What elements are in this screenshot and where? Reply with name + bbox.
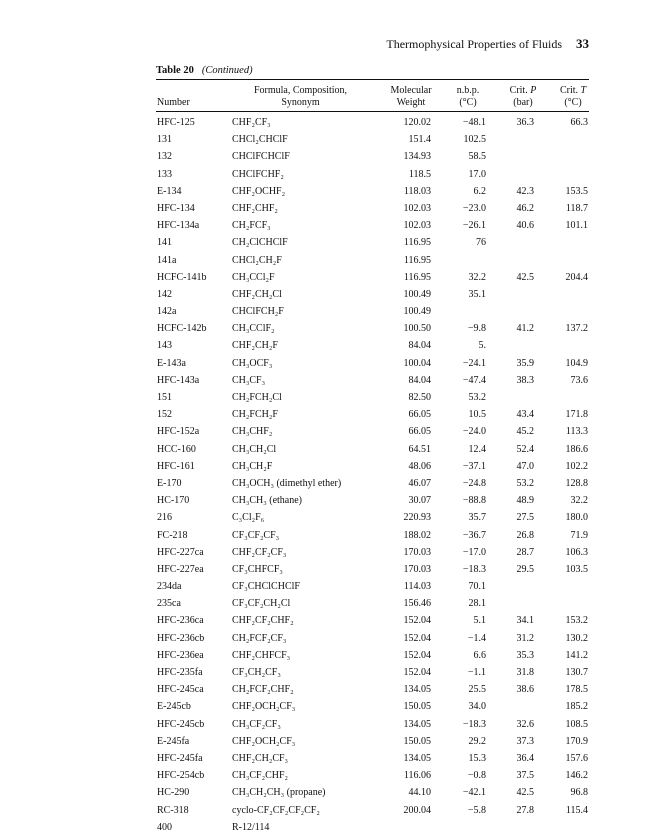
cell-crit-temperature: 102.2: [565, 460, 588, 472]
cell-molecular-weight: 134.05: [403, 718, 431, 730]
cell-formula: CH₃OCF₃: [232, 357, 273, 369]
fluid-properties-table: [0, 117, 647, 839]
cell-formula: CHF₂OCH₂CF₃: [232, 735, 296, 747]
table-row: [0, 461, 647, 478]
table-row: [0, 770, 647, 787]
header-mw-line2: Weight: [396, 97, 426, 108]
cell-formula: CF₃CF₂CH₂Cl: [232, 598, 291, 610]
cell-number: 133: [157, 168, 172, 180]
table-caption: [156, 65, 253, 76]
table-row: [0, 530, 647, 547]
cell-molecular-weight: 114.03: [403, 581, 431, 593]
cell-crit-temperature: 153.5: [565, 185, 588, 197]
table-row: [0, 822, 647, 839]
cell-molecular-weight: 156.46: [403, 598, 431, 610]
header-mw-line1: Molecular: [390, 85, 432, 96]
page-number: 33: [576, 36, 589, 51]
cell-number: 142: [157, 288, 172, 300]
cell-number: HFC-125: [157, 117, 195, 128]
cell-crit-pressure: 38.3: [516, 374, 534, 386]
cell-nbp: −26.1: [462, 220, 486, 232]
header-number: Number: [157, 97, 190, 108]
cell-nbp: 76: [476, 237, 486, 249]
cell-nbp: 58.5: [468, 151, 486, 163]
cell-formula: CHF₂OCH₂CF₃: [232, 701, 296, 713]
cell-nbp: −18.3: [462, 563, 486, 575]
cell-nbp: −42.1: [462, 787, 486, 799]
table-row: [0, 444, 647, 461]
cell-molecular-weight: 188.02: [403, 529, 431, 541]
cell-number: 131: [157, 134, 172, 146]
cell-molecular-weight: 134.05: [403, 684, 431, 696]
cell-number: HFC-245fa: [157, 752, 203, 764]
table-row: [0, 805, 647, 822]
header-pc-var: P: [530, 85, 537, 96]
cell-molecular-weight: 100.04: [403, 357, 431, 369]
cell-nbp: −17.0: [462, 546, 486, 558]
cell-formula: CH₂FCF₂CF₃: [232, 632, 287, 644]
table-row: [0, 117, 647, 134]
cell-formula: CH₂FCF₃: [232, 220, 271, 232]
cell-crit-temperature: 171.8: [565, 409, 588, 421]
cell-molecular-weight: 118.5: [408, 168, 431, 180]
cell-nbp: −18.3: [462, 718, 486, 730]
cell-nbp: −37.1: [462, 460, 486, 472]
cell-number: HCFC-142b: [157, 323, 207, 335]
cell-molecular-weight: 116.95: [403, 254, 431, 266]
cell-number: E-134: [157, 185, 182, 197]
header-tc-line2: (°C): [564, 97, 582, 108]
cell-crit-temperature: 130.7: [565, 667, 588, 678]
table-row: [0, 289, 647, 306]
table-row: [0, 375, 647, 392]
cell-nbp: 53.2: [468, 392, 486, 403]
cell-number: 151: [157, 392, 172, 403]
table-row: [0, 169, 647, 186]
cell-nbp: −1.4: [467, 632, 486, 644]
cell-number: 234da: [157, 581, 182, 593]
cell-molecular-weight: 44.10: [408, 787, 431, 799]
cell-nbp: 70.1: [468, 581, 486, 593]
cell-number: 142a: [157, 306, 177, 318]
cell-number: HFC-254cb: [157, 770, 205, 782]
table-row: [0, 134, 647, 151]
cell-nbp: 15.3: [468, 752, 486, 764]
cell-nbp: −24.1: [462, 357, 486, 369]
cell-molecular-weight: 170.03: [403, 546, 431, 558]
cell-crit-pressure: 27.8: [516, 804, 534, 816]
cell-formula: CHClFCH₂F: [232, 306, 284, 318]
cell-molecular-weight: 48.06: [408, 460, 431, 472]
cell-crit-pressure: 36.3: [516, 117, 534, 128]
table-row: [0, 323, 647, 340]
header-pc-prefix: Crit.: [509, 85, 531, 96]
cell-formula: CF₃CF₂CF₃: [232, 529, 280, 541]
cell-number: HFC-143a: [157, 374, 200, 386]
cell-crit-temperature: 137.2: [565, 323, 588, 335]
cell-crit-temperature: 32.2: [570, 495, 588, 507]
cell-molecular-weight: 116.06: [403, 770, 431, 782]
cell-crit-temperature: 71.9: [570, 529, 588, 541]
cell-number: HFC-236ea: [157, 649, 204, 661]
cell-number: HC-290: [157, 787, 190, 799]
header-nbp-line2: (°C): [459, 97, 477, 108]
cell-crit-pressure: 46.2: [516, 202, 534, 214]
cell-molecular-weight: 120.02: [403, 117, 431, 128]
cell-number: 152: [157, 409, 172, 421]
cell-number: HFC-227ca: [157, 546, 204, 558]
cell-molecular-weight: 152.04: [403, 667, 431, 678]
cell-molecular-weight: 102.03: [403, 220, 431, 232]
cell-crit-temperature: 101.1: [565, 220, 588, 232]
cell-crit-pressure: 28.7: [516, 546, 534, 558]
cell-crit-temperature: 178.5: [565, 684, 588, 696]
cell-crit-temperature: 66.3: [570, 117, 588, 128]
cell-nbp: −24.0: [462, 426, 486, 438]
cell-crit-pressure: 29.5: [516, 563, 534, 575]
cell-crit-pressure: 27.5: [516, 512, 534, 524]
cell-nbp: 12.4: [468, 443, 486, 455]
cell-nbp: −0.8: [467, 770, 486, 782]
cell-number: HC-170: [157, 495, 190, 507]
cell-formula: CH₂FCH₂Cl: [232, 392, 282, 403]
cell-molecular-weight: 170.03: [403, 563, 431, 575]
cell-nbp: −48.1: [462, 117, 486, 128]
cell-formula: CH₂ClCHClF: [232, 237, 288, 249]
table-row: [0, 667, 647, 684]
cell-crit-pressure: 31.8: [516, 667, 534, 678]
cell-number: 235ca: [157, 598, 181, 610]
cell-formula: CHCl₂CHClF: [232, 134, 288, 146]
cell-number: HCC-160: [157, 443, 196, 455]
cell-number: 216: [157, 512, 172, 524]
cell-formula: CF₃CH₂CF₃: [232, 667, 281, 678]
cell-crit-temperature: 170.9: [565, 735, 588, 747]
cell-molecular-weight: 82.50: [408, 392, 431, 403]
cell-nbp: −36.7: [462, 529, 486, 541]
table-row: [0, 272, 647, 289]
table-row: [0, 151, 647, 168]
cell-crit-temperature: 185.2: [565, 701, 588, 713]
cell-formula: CHF₂CF₃: [232, 117, 271, 128]
cell-formula: CHF₂OCHF₂: [232, 185, 286, 197]
cell-crit-pressure: 31.2: [516, 632, 534, 644]
table-row: [0, 598, 647, 615]
cell-number: 132: [157, 151, 172, 163]
header-tc-line1: [551, 85, 595, 97]
cell-number: HFC-161: [157, 460, 195, 472]
cell-formula: CHF₂CH₂Cl: [232, 288, 282, 300]
cell-crit-temperature: 96.8: [570, 787, 588, 799]
cell-molecular-weight: 116.95: [403, 271, 431, 283]
cell-crit-temperature: 204.4: [565, 271, 588, 283]
cell-formula: CHClFCHClF: [232, 151, 290, 163]
running-header-title: Thermophysical Properties of Fluids: [386, 37, 562, 51]
cell-crit-pressure: 45.2: [516, 426, 534, 438]
cell-nbp: 5.: [478, 340, 486, 352]
cell-nbp: −9.8: [467, 323, 486, 335]
cell-number: E-170: [157, 477, 182, 489]
cell-nbp: −1.1: [467, 667, 486, 678]
cell-nbp: 28.1: [468, 598, 486, 610]
table-caption-continued: (Continued): [201, 65, 253, 76]
cell-nbp: −88.8: [462, 495, 486, 507]
cell-crit-temperature: 146.2: [565, 770, 588, 782]
cell-number: E-245cb: [157, 701, 191, 713]
cell-molecular-weight: 200.04: [403, 804, 431, 816]
cell-crit-temperature: 115.4: [565, 804, 588, 816]
cell-formula: CHClFCHF₂: [232, 168, 284, 180]
header-pc-line1: [503, 85, 543, 97]
cell-formula: CH₃CCl₂F: [232, 271, 275, 283]
table-row: [0, 633, 647, 650]
cell-formula: CHF₂CHFCF₃: [232, 649, 291, 661]
cell-crit-pressure: 38.6: [516, 684, 534, 696]
table-row: [0, 220, 647, 237]
table-row: [0, 564, 647, 581]
table-top-rule: [156, 79, 589, 80]
cell-number: 400: [157, 821, 172, 833]
cell-formula: R-12/114: [232, 821, 270, 833]
cell-molecular-weight: 150.05: [403, 735, 431, 747]
cell-number: HFC-227ea: [157, 563, 204, 575]
cell-molecular-weight: 30.07: [408, 495, 431, 507]
cell-nbp: −24.8: [462, 477, 486, 489]
cell-formula: CH₃CF₂CF₃: [232, 718, 281, 730]
cell-molecular-weight: 100.49: [403, 288, 431, 300]
cell-formula: CH₃CH₂CH₃ (propane): [232, 787, 326, 799]
cell-molecular-weight: 84.04: [408, 374, 431, 386]
cell-crit-temperature: 153.2: [565, 615, 588, 627]
cell-number: 143: [157, 340, 172, 352]
cell-crit-temperature: 141.2: [565, 649, 588, 661]
running-header: [0, 36, 589, 52]
cell-crit-pressure: 42.5: [516, 271, 534, 283]
cell-number: HFC-152a: [157, 426, 200, 438]
table-row: [0, 237, 647, 254]
table-row: [0, 736, 647, 753]
cell-molecular-weight: 150.05: [403, 701, 431, 713]
header-pc-line2: (bar): [513, 97, 533, 108]
header-tc-var: T: [580, 85, 587, 96]
cell-nbp: 17.0: [468, 168, 486, 180]
cell-crit-temperature: 103.5: [565, 563, 588, 575]
cell-formula: CH₃CH₂F: [232, 460, 273, 472]
cell-crit-temperature: 128.8: [565, 477, 588, 489]
cell-crit-pressure: 52.4: [516, 443, 534, 455]
cell-number: HFC-245ca: [157, 684, 204, 696]
cell-crit-temperature: 157.6: [565, 752, 588, 764]
cell-molecular-weight: 102.03: [403, 202, 431, 214]
table-row: [0, 306, 647, 323]
table-row: [0, 255, 647, 272]
cell-molecular-weight: 64.51: [408, 443, 431, 455]
cell-number: 141: [157, 237, 172, 249]
cell-crit-temperature: 73.6: [570, 374, 588, 386]
cell-nbp: 5.1: [473, 615, 486, 627]
cell-nbp: 6.2: [473, 185, 486, 197]
cell-number: HFC-134: [157, 202, 195, 214]
cell-number: HCFC-141b: [157, 271, 207, 283]
cell-nbp: −5.8: [467, 804, 486, 816]
cell-crit-pressure: 48.9: [516, 495, 534, 507]
cell-molecular-weight: 134.93: [403, 151, 431, 163]
cell-crit-pressure: 40.6: [516, 220, 534, 232]
cell-crit-pressure: 42.3: [516, 185, 534, 197]
cell-nbp: 6.6: [473, 649, 486, 661]
header-formula-line1: Formula, Composition,: [253, 85, 348, 96]
cell-crit-pressure: 47.0: [516, 460, 534, 472]
table-row: [0, 719, 647, 736]
table-row: [0, 426, 647, 443]
cell-formula: CH₃CClF₂: [232, 323, 275, 335]
table-row: [0, 615, 647, 632]
cell-formula: CH₃CH₃ (ethane): [232, 495, 303, 507]
cell-formula: CH₂FCF₂CHF₂: [232, 684, 294, 696]
cell-crit-pressure: 32.6: [516, 718, 534, 730]
table-row: [0, 581, 647, 598]
table-row: [0, 409, 647, 426]
cell-crit-temperature: 130.2: [565, 632, 588, 644]
table-row: [0, 650, 647, 667]
cell-nbp: −47.4: [462, 374, 486, 386]
cell-number: FC-218: [157, 529, 188, 541]
cell-number: HFC-236ca: [157, 615, 204, 627]
table-header-rule: [156, 111, 589, 112]
table-row: [0, 753, 647, 770]
cell-formula: cyclo-CF₂CF₂CF₂CF₂: [232, 804, 320, 816]
cell-molecular-weight: 116.95: [403, 237, 431, 249]
cell-molecular-weight: 152.04: [403, 649, 431, 661]
cell-molecular-weight: 46.07: [408, 477, 431, 489]
cell-molecular-weight: 152.04: [403, 615, 431, 627]
cell-molecular-weight: 100.49: [403, 306, 431, 318]
cell-number: E-143a: [157, 357, 186, 369]
cell-crit-pressure: 26.8: [516, 529, 534, 541]
cell-nbp: −23.0: [462, 202, 486, 214]
cell-crit-pressure: 41.2: [516, 323, 534, 335]
cell-formula: CF₃CHClCHClF: [232, 581, 300, 593]
cell-formula: CH₃CH₂Cl: [232, 443, 277, 455]
cell-formula: CF₃CHFCF₃: [232, 563, 283, 575]
cell-crit-temperature: 108.5: [565, 718, 588, 730]
cell-formula: CH₃OCH₃ (dimethyl ether): [232, 477, 342, 489]
cell-crit-pressure: 43.4: [516, 409, 534, 421]
cell-formula: CHF₂CH₂CF₃: [232, 752, 289, 764]
cell-number: HFC-134a: [157, 220, 200, 232]
cell-crit-temperature: 180.0: [565, 512, 588, 524]
cell-crit-pressure: 35.3: [516, 649, 534, 661]
cell-formula: CH₃CF₂CHF₂: [232, 770, 289, 782]
cell-formula: CH₃CF₃: [232, 374, 266, 386]
table-row: [0, 340, 647, 357]
header-formula-line2: Synonym: [281, 97, 320, 108]
cell-crit-pressure: 53.2: [516, 477, 534, 489]
cell-molecular-weight: 84.04: [408, 340, 431, 352]
cell-formula: CHF₂CF₂CF₃: [232, 546, 287, 558]
cell-crit-temperature: 113.3: [565, 426, 588, 438]
cell-nbp: 102.5: [463, 134, 486, 146]
cell-crit-pressure: 34.1: [516, 615, 534, 627]
table-row: [0, 392, 647, 409]
cell-formula: CH₃CHF₂: [232, 426, 273, 438]
cell-formula: CHF₂CHF₂: [232, 202, 278, 214]
table-row: [0, 684, 647, 701]
cell-molecular-weight: 100.50: [403, 323, 431, 335]
cell-nbp: 35.1: [468, 288, 486, 300]
table-row: [0, 787, 647, 804]
cell-molecular-weight: 152.04: [403, 632, 431, 644]
cell-nbp: 32.2: [468, 271, 486, 283]
cell-number: 141a: [157, 254, 177, 266]
cell-molecular-weight: 66.05: [408, 409, 431, 421]
cell-crit-pressure: 37.3: [516, 735, 534, 747]
cell-crit-pressure: 42.5: [516, 787, 534, 799]
cell-formula: CH₂FCH₂F: [232, 409, 278, 421]
cell-number: E-245fa: [157, 735, 190, 747]
cell-crit-temperature: 106.3: [565, 546, 588, 558]
cell-molecular-weight: 134.05: [403, 752, 431, 764]
cell-number: HFC-236cb: [157, 632, 205, 644]
table-caption-label: Table 20: [156, 65, 194, 76]
cell-crit-temperature: 118.7: [565, 202, 588, 214]
header-nbp-line1: n.b.p.: [456, 85, 480, 96]
cell-molecular-weight: 220.93: [403, 512, 431, 524]
table-row: [0, 547, 647, 564]
cell-number: RC-318: [157, 804, 189, 816]
cell-crit-temperature: 104.9: [565, 357, 588, 369]
table-row: [0, 701, 647, 718]
cell-number: HFC-245cb: [157, 718, 205, 730]
cell-formula: CHF₂CF₂CHF₂: [232, 615, 294, 627]
cell-crit-temperature: 186.6: [565, 443, 588, 455]
table-row: [0, 358, 647, 375]
cell-nbp: 25.5: [468, 684, 486, 696]
cell-nbp: 29.2: [468, 735, 486, 747]
cell-nbp: 10.5: [468, 409, 486, 421]
table-row: [0, 478, 647, 495]
cell-molecular-weight: 66.05: [408, 426, 431, 438]
table-row: [0, 186, 647, 203]
cell-molecular-weight: 118.03: [403, 185, 431, 197]
table-row: [0, 495, 647, 512]
cell-formula: C₃Cl₂F₆: [232, 512, 265, 524]
table-row: [0, 203, 647, 220]
cell-formula: CHCl₂CH₂F: [232, 254, 282, 266]
cell-molecular-weight: 151.4: [408, 134, 431, 146]
cell-nbp: 35.7: [468, 512, 486, 524]
cell-crit-pressure: 36.4: [516, 752, 534, 764]
cell-crit-pressure: 37.5: [516, 770, 534, 782]
cell-formula: CHF₂CH₂F: [232, 340, 278, 352]
table-row: [0, 512, 647, 529]
header-tc-prefix: Crit.: [559, 85, 581, 96]
cell-number: HFC-235fa: [157, 667, 203, 678]
cell-nbp: 34.0: [468, 701, 486, 713]
cell-crit-pressure: 35.9: [516, 357, 534, 369]
